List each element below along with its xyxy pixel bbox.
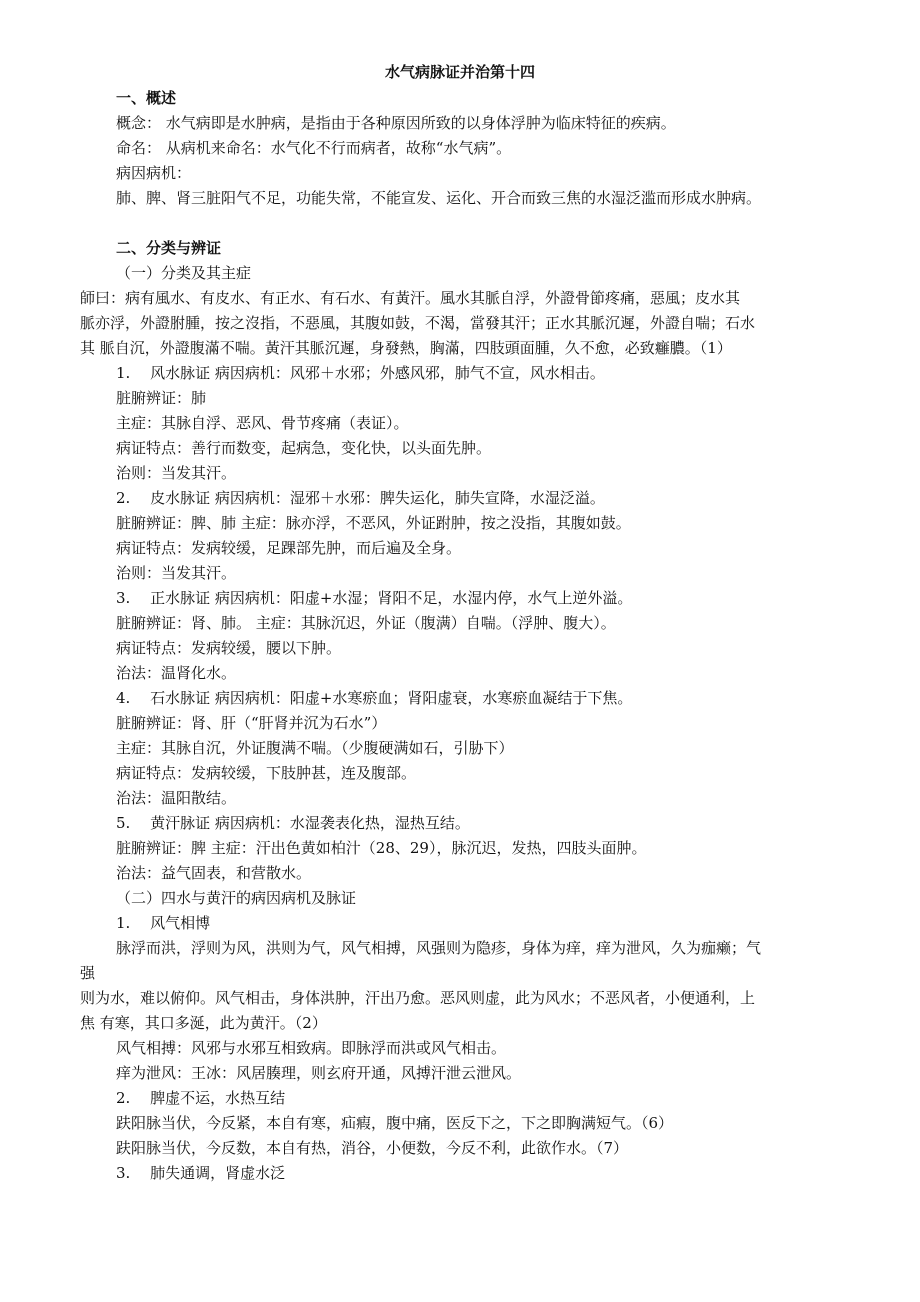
paragraph-line: 风气相搏：风邪与水邪互相致病。即脉浮而洪或风气相击。 xyxy=(116,1039,507,1057)
paragraph-line: 趺阳脉当伏，今反紧，本自有寒，疝瘕，腹中痛，医反下之，下之即胸满短气。（6） xyxy=(116,1114,674,1132)
paragraph-line: 则为水，难以俯仰。风气相击，身体洪肿，汗出乃愈。恶风则虚，此为风水；不恶风者，小便通利，上 xyxy=(80,989,756,1007)
paragraph-line: 病证特点：发病较缓，下肢肿甚，连及腹部。 xyxy=(116,764,417,782)
subsection-heading: （一）分类及其主症 xyxy=(116,264,252,282)
list-item: 2. 皮水脉证 病因病机：湿邪＋水邪：脾失运化，肺失宣降，水湿泛溢。 xyxy=(116,489,605,507)
paragraph-line: 治则：当发其汗。 xyxy=(116,564,237,582)
paragraph-line: 治法：益气固表，和营散水。 xyxy=(116,864,312,882)
paragraph-line: 肺、脾、肾三脏阳气不足，功能失常，不能宣发、运化、开合而致三焦的水湿泛滥而形成水肿病。 xyxy=(116,189,762,207)
paragraph-line: 焦 有寒，其口多涎，此为黄汗。（2） xyxy=(80,1014,327,1032)
paragraph-line: 命名： 从病机来命名：水气化不行而病者，故称“水气病”。 xyxy=(116,139,512,157)
section-heading-overview: 一、概述 xyxy=(116,89,177,107)
page-title: 水气病脉证并治第十四 xyxy=(384,63,535,81)
list-item: 1. 风水脉证 病因病机：风邪＋水邪；外感风邪，肺气不宣，风水相击。 xyxy=(116,364,605,382)
subsection-heading: （二）四水与黄汗的病因病机及脉证 xyxy=(116,889,357,907)
section-heading-classification: 二、分类与辨证 xyxy=(116,239,222,257)
paragraph-line: 病证特点：善行而数变，起病急，变化快，以头面先肿。 xyxy=(116,439,492,457)
paragraph-line: 主症：其脉自浮、恶风、骨节疼痛（表证）。 xyxy=(116,414,409,432)
paragraph-line: 病证特点：发病较缓，足踝部先肿，而后遍及全身。 xyxy=(116,539,462,557)
paragraph-line: 脏腑辨证：肺 xyxy=(116,389,207,407)
list-item: 3. 肺失通调，肾虚水泛 xyxy=(116,1164,286,1182)
list-item: 2. 脾虚不运，水热互结 xyxy=(116,1089,286,1107)
list-item: 3. 正水脉证 病因病机：阳虚+水湿；肾阳不足，水湿内停，水气上逆外溢。 xyxy=(116,589,633,607)
paragraph-line: 概念： 水气病即是水肿病，是指由于各种原因所致的以身体浮肿为临床特征的疾病。 xyxy=(116,114,676,132)
classical-text-line: 脈亦浮，外證胕腫，按之沒指，不惡風，其腹如鼓，不渴，當發其汗；正水其脈沉遲，外證自喘；石水 xyxy=(80,314,756,332)
paragraph-line: 脏腑辨证：肾、肝（“肝肾并沉为石水”） xyxy=(116,714,387,732)
paragraph-line: 主症：其脉自沉，外证腹满不喘。（少腹硬满如石，引胁下） xyxy=(116,739,514,757)
paragraph-line: 脉浮而洪，浮则为风，洪则为气，风气相搏，风强则为隐疹，身体为痒，痒为泄风，久为痂癞；气 xyxy=(116,939,762,957)
paragraph-line: 治法：温阳散结。 xyxy=(116,789,237,807)
list-item: 4. 石水脉证 病因病机：阳虚+水寒瘀血；肾阳虚衰，水寒瘀血凝结于下焦。 xyxy=(116,689,633,707)
paragraph-line: 病因病机： xyxy=(116,164,192,182)
paragraph-line: 病证特点：发病较缓，腰以下肿。 xyxy=(116,639,342,657)
classical-text-line: 其 脈自沉，外證腹滿不喘。黃汗其脈沉遲，身發熱，胸滿，四肢頭面腫，久不愈，必致癰膿。（1） xyxy=(80,339,732,357)
paragraph-line: 趺阳脉当伏，今反数，本自有热，消谷，小便数，今反不利，此欲作水。（7） xyxy=(116,1139,629,1157)
paragraph-line: 强 xyxy=(80,964,96,982)
paragraph-line: 治法：温肾化水。 xyxy=(116,664,237,682)
classical-text-line: 師曰：病有風水、有皮水、有正水、有石水、有黃汗。風水其脈自浮，外證骨節疼痛，惡風；皮水其 xyxy=(80,289,741,307)
paragraph-line: 脏腑辨证：脾、肺 主症：脉亦浮，不恶风，外证跗肿，按之没指，其腹如鼓。 xyxy=(116,514,631,532)
paragraph-line: 脏腑辨证：脾 主症：汗出色黄如柏汁（28、29），脉沉迟，发热，四肢头面肿。 xyxy=(116,839,647,857)
list-item: 1. 风气相博 xyxy=(116,914,211,932)
paragraph-line: 治则：当发其汗。 xyxy=(116,464,237,482)
paragraph-line: 脏腑辨证：肾、肺。 主症：其脉沉迟，外证（腹满）自喘。（浮肿、腹大）。 xyxy=(116,614,616,632)
paragraph-line: 痒为泄风：王冰：风居腠理，则玄府开通，风搏汗泄云泄风。 xyxy=(116,1064,522,1082)
list-item: 5. 黄汗脉证 病因病机：水湿袭表化热，湿热互结。 xyxy=(116,814,470,832)
